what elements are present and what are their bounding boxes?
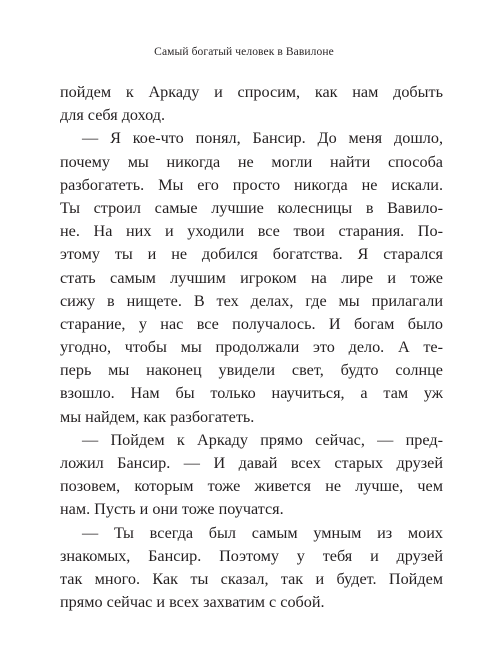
text-line: знакомых, Бансир. Поэтому у тебя и друзей [60,546,443,565]
text-line: — Ты всегда был самым умным из моих [82,523,443,542]
text-line: не. На них и уходили все твои старания. По- [60,222,443,241]
paragraph [60,127,443,428]
text-line: мы найдем, как разбогатеть. [60,407,255,426]
text-line: так много. Как ты сказал, так и будет. Пойдем [60,569,443,588]
paragraph [60,81,443,127]
text-line: для себя доход. [60,106,166,125]
text-line: взошло. Нам бы только научиться, а там уж [60,384,443,403]
text-line: стать самым лучшим игроком на лире и тоже [60,268,443,287]
text-line: этому ты и не добился богатства. Я старался [60,245,443,264]
text-line: ложил Бансир. — И давай всех старых друзей [60,454,443,472]
text-line: сижу в нищете. В тех делах, где мы прилагали [60,291,443,310]
text-line: перь мы наконец увидели свет, будто солнце [60,361,443,380]
text-line: старание, у нас все получалось. И богам было [60,314,443,333]
text-line: нам. Пусть и они тоже поучатся. [60,500,284,519]
paragraph [60,522,443,615]
text-line: разбогатеть. Мы его просто никогда не искали. [60,175,443,194]
body-text [60,81,443,614]
text-line: прямо сейчас и всех захватим с собой. [60,593,325,612]
text-line: — Пойдем к Аркаду прямо сейчас, — пред- [82,430,443,449]
text-line: пойдем к Аркаду и спросим, как нам добыть [60,83,443,101]
text-line: — Я кое-что понял, Бансир. До меня дошло, [82,129,443,148]
running-head: Самый богатый человек в Вавилоне [154,46,334,58]
text-line: почему мы никогда не могли найти способа [60,152,443,171]
text-line: Ты строил самые лучшие колесницы в Вавило- [60,198,443,217]
text-line: позовем, которым тоже живется не лучше, чем [60,477,443,496]
text-line: угодно, чтобы мы продолжали это дело. А те- [60,338,443,357]
paragraph [60,429,443,522]
